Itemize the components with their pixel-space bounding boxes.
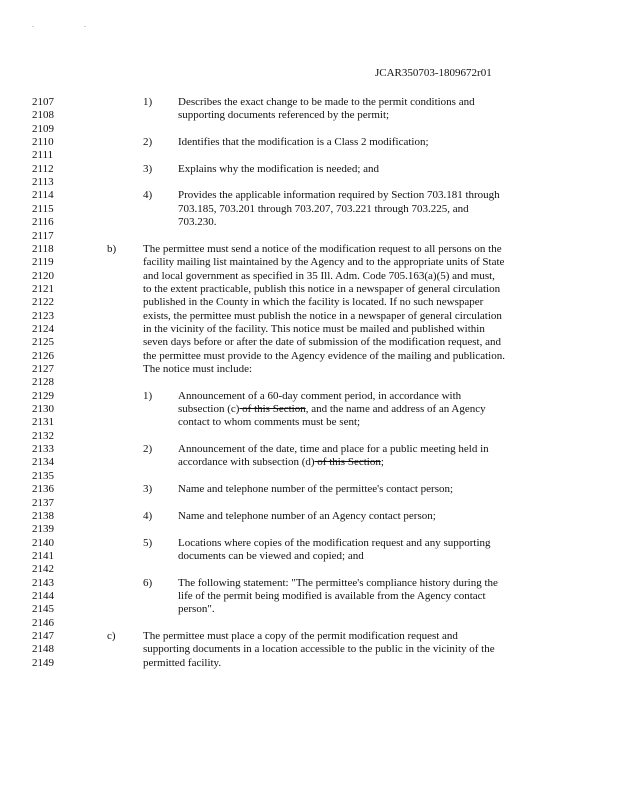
list-marker: 3) xyxy=(143,483,153,496)
text-segment: 703.230. xyxy=(178,216,217,229)
text-segment: in the vicinity of the facility. This notice must be mailed and published within xyxy=(143,322,485,335)
document-line xyxy=(0,510,618,523)
line-number: 2113 xyxy=(32,176,54,189)
text-segment: life of the permit being modified is available from the Agency contact xyxy=(178,589,486,602)
text-segment: accordance with subsection (d) xyxy=(178,456,315,469)
line-text xyxy=(143,336,501,349)
line-number: 2131 xyxy=(32,416,54,429)
line-number: 2138 xyxy=(32,509,54,522)
line-text xyxy=(178,577,498,590)
line-number: 2132 xyxy=(32,429,54,442)
line-text xyxy=(178,510,436,523)
document-line xyxy=(0,123,618,136)
text-segment: The permittee must send a notice of the modification request to all persons on the xyxy=(143,242,502,255)
line-text xyxy=(143,323,485,336)
line-number: 2112 xyxy=(32,162,54,175)
line-number: 2135 xyxy=(32,469,54,482)
line-number: 2140 xyxy=(32,536,54,549)
line-text xyxy=(143,363,252,376)
line-number: 2144 xyxy=(32,589,54,602)
line-number: 2142 xyxy=(32,563,54,576)
line-number: 2118 xyxy=(32,242,54,255)
line-number: 2136 xyxy=(32,483,54,496)
document-line xyxy=(0,323,618,336)
line-text xyxy=(143,283,500,296)
document-line xyxy=(0,430,618,443)
line-text xyxy=(178,216,217,229)
line-number: 2124 xyxy=(32,322,54,335)
document-line xyxy=(0,563,618,576)
document-line xyxy=(0,537,618,550)
line-number: 2125 xyxy=(32,336,54,349)
text-segment: to the extent practicable, publish this notice in a newspaper of general circulation xyxy=(143,282,501,295)
line-text xyxy=(178,590,486,603)
document-line xyxy=(0,243,618,256)
line-text xyxy=(143,256,504,269)
line-number: 2107 xyxy=(32,96,54,108)
document-line xyxy=(0,403,618,416)
list-marker: 6) xyxy=(143,576,153,589)
document-line xyxy=(0,363,618,376)
line-text xyxy=(178,603,215,616)
document-line xyxy=(0,163,618,176)
line-text xyxy=(143,243,502,256)
line-number: 2111 xyxy=(32,149,54,162)
line-text xyxy=(143,270,495,283)
list-marker: 4) xyxy=(143,189,153,202)
list-marker: 1) xyxy=(143,96,153,108)
text-segment: person". xyxy=(178,603,215,616)
document-line xyxy=(0,483,618,496)
document-line xyxy=(0,416,618,429)
document-line xyxy=(0,176,618,189)
line-text xyxy=(178,96,475,109)
document-line xyxy=(0,590,618,603)
text-segment: Identifies that the modification is a Class 2 modification; xyxy=(178,136,429,149)
line-text xyxy=(143,630,458,643)
text-segment: Explains why the modification is needed; and xyxy=(178,162,380,175)
line-text xyxy=(143,657,221,670)
line-text xyxy=(178,390,461,403)
text-segment: Provides the applicable information required by Section 703.181 through xyxy=(178,189,500,202)
document-line xyxy=(0,470,618,483)
list-marker: 3) xyxy=(143,162,153,175)
line-text xyxy=(178,163,379,176)
line-text xyxy=(178,136,429,149)
line-number: 2120 xyxy=(32,269,54,282)
document-line xyxy=(0,203,618,216)
line-number: 2139 xyxy=(32,523,54,536)
list-marker: 4) xyxy=(143,509,153,522)
text-segment: exists, the permittee must publish the notice in a newspaper of general circulation xyxy=(143,309,502,322)
document-line xyxy=(0,603,618,616)
line-text xyxy=(143,296,483,309)
line-number: 2126 xyxy=(32,349,54,362)
document-line xyxy=(0,149,618,162)
line-text xyxy=(178,443,489,456)
line-number: 2143 xyxy=(32,576,54,589)
text-segment: permitted facility. xyxy=(143,656,222,669)
line-text xyxy=(178,189,500,202)
text-segment: seven days before or after the date of submission of the modification request, and xyxy=(143,336,501,349)
document-line xyxy=(0,630,618,643)
document-line xyxy=(0,230,618,243)
line-text xyxy=(178,203,469,216)
line-number: 2147 xyxy=(32,630,54,642)
document-line xyxy=(0,109,618,122)
document-line xyxy=(0,189,618,202)
text-segment: supporting documents in a location accessible to the public in the vicinity of the xyxy=(143,643,495,656)
line-number: 2141 xyxy=(32,549,54,562)
document-line xyxy=(0,523,618,536)
line-text xyxy=(143,643,495,656)
line-number: 2114 xyxy=(32,189,54,202)
text-segment: published in the County in which the facility is located. If no such newspaper xyxy=(143,296,484,309)
text-segment: and local government as specified in 35 Ill. Adm. Code 705.163(a)(5) and must, xyxy=(143,269,495,282)
document-line xyxy=(0,256,618,269)
line-text xyxy=(178,403,486,416)
text-segment: Announcement of the date, time and place for a public meeting held in xyxy=(178,443,489,456)
line-number: 2128 xyxy=(32,376,54,389)
document-line xyxy=(0,296,618,309)
document-line xyxy=(0,443,618,456)
line-number: 2123 xyxy=(32,309,54,322)
text-segment: facility mailing list maintained by the Agency and to the appropriate units of State xyxy=(143,256,505,269)
list-marker: c) xyxy=(107,630,116,642)
line-number: 2146 xyxy=(32,616,54,629)
line-number: 2130 xyxy=(32,403,54,416)
line-text xyxy=(178,483,453,496)
line-text xyxy=(178,416,360,429)
document-line xyxy=(0,390,618,403)
line-number: 2145 xyxy=(32,603,54,616)
text-segment: supporting documents referenced by the permit; xyxy=(178,109,390,122)
document-line xyxy=(0,550,618,563)
struck-text: of this Section xyxy=(314,456,381,469)
document-line xyxy=(0,310,618,323)
text-segment: Name and telephone number of an Agency contact person; xyxy=(178,509,436,522)
line-number: 2122 xyxy=(32,296,54,309)
scan-corner-marks: . . xyxy=(32,20,110,29)
document-line xyxy=(0,136,618,149)
text-segment: Name and telephone number of the permittee's contact person; xyxy=(178,483,454,496)
line-number: 2110 xyxy=(32,136,54,149)
text-segment: ; xyxy=(380,456,384,469)
line-number: 2108 xyxy=(32,109,54,122)
list-marker: 2) xyxy=(143,443,153,456)
line-number: 2127 xyxy=(32,363,54,375)
text-segment: contact to whom comments must be sent; xyxy=(178,416,361,429)
document-line xyxy=(0,376,618,389)
document-id: JCAR350703-1809672r01 xyxy=(375,67,492,79)
line-number: 2133 xyxy=(32,443,54,456)
text-segment: 703.185, 703.201 through 703.207, 703.221 through 703.225, and xyxy=(178,202,469,215)
line-number: 2148 xyxy=(32,643,54,656)
line-text xyxy=(143,350,505,363)
document-line xyxy=(0,96,618,109)
text-segment: Locations where copies of the modification request and any supporting xyxy=(178,536,491,549)
list-marker: 1) xyxy=(143,389,153,402)
text-segment: , and the name and address of an Agency xyxy=(305,403,486,416)
text-segment: subsection (c) xyxy=(178,403,240,416)
line-number: 2137 xyxy=(32,496,54,509)
document-line xyxy=(0,577,618,590)
document-line xyxy=(0,216,618,229)
line-text xyxy=(143,310,502,323)
document-line xyxy=(0,643,618,656)
document-line xyxy=(0,456,618,469)
line-number: 2117 xyxy=(32,229,54,242)
list-marker: 5) xyxy=(143,536,153,549)
line-text xyxy=(178,109,389,122)
text-segment: The notice must include: xyxy=(143,363,253,375)
line-text xyxy=(178,537,491,550)
document-line xyxy=(0,497,618,510)
document-line xyxy=(0,336,618,349)
line-text xyxy=(178,550,364,563)
line-number: 2109 xyxy=(32,122,54,135)
document-line xyxy=(0,270,618,283)
document-line xyxy=(0,657,618,670)
text-segment: documents can be viewed and copied; and xyxy=(178,549,364,562)
text-segment: the permittee must provide to the Agency evidence of the mailing and publication. xyxy=(143,349,505,362)
document-line xyxy=(0,617,618,630)
line-number: 2121 xyxy=(32,282,54,295)
list-marker: 2) xyxy=(143,136,153,149)
struck-text: of this Section xyxy=(239,403,306,416)
text-segment: The permittee must place a copy of the permit modification request and xyxy=(143,630,458,642)
text-segment: The following statement: "The permittee's compliance history during the xyxy=(178,576,498,589)
line-number: 2116 xyxy=(32,216,54,229)
document-line xyxy=(0,350,618,363)
line-number: 2115 xyxy=(32,202,54,215)
line-number: 2129 xyxy=(32,389,54,402)
text-segment: Describes the exact change to be made to the permit conditions and xyxy=(178,96,475,108)
list-marker: b) xyxy=(107,242,117,255)
document-line xyxy=(0,283,618,296)
line-number: 2134 xyxy=(32,456,54,469)
text-segment: Announcement of a 60-day comment period, in accordance with xyxy=(178,389,462,402)
line-number: 2119 xyxy=(32,256,54,269)
line-number: 2149 xyxy=(32,656,54,669)
line-text xyxy=(178,456,384,469)
